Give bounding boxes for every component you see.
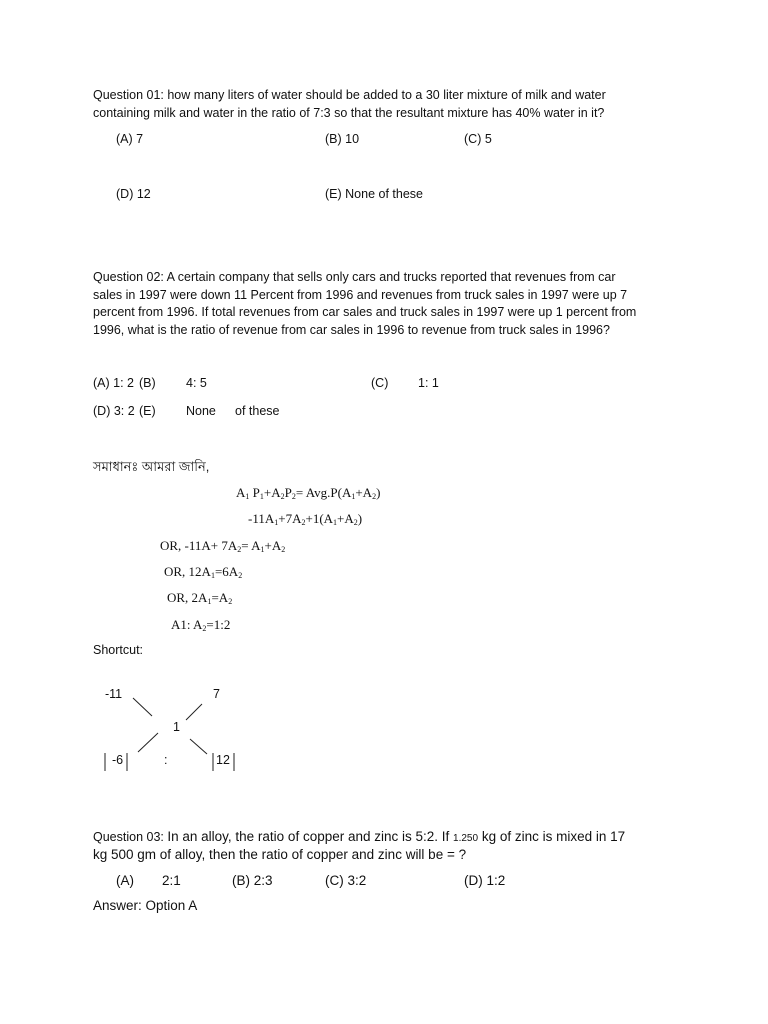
q2-text-line3: percent from 1996. If total revenues from car sales and truck sales in 1997 were up 1 percent from: [93, 305, 637, 319]
shortcut-colon: :: [164, 753, 168, 767]
solution-line-1: $A_1$ $P_1+A_2P_2= Avg.P(A_1+A_2)$: [236, 485, 381, 501]
q3-option-b: (B) 2:3: [232, 873, 273, 888]
q2-option-b-value: 4: 5: [186, 376, 207, 390]
q2-option-a: (A) 1: 2: [93, 376, 134, 390]
q2-option-d: (D) 3: 2: [93, 404, 135, 418]
q2-text-line1: Question 02: A certain company that sells only cars and trucks reported that revenues from car: [93, 270, 616, 284]
q3-option-a-label: (A): [116, 873, 134, 888]
q3-option-a-value: 2:1: [162, 873, 181, 888]
solution-line-3: OR, $-11A+ 7A_2= A_1+A_2$: [160, 538, 286, 554]
shortcut-bottom-right: 12: [216, 753, 230, 767]
q2-text-line2: sales in 1997 were down 11 Percent from 1996 and revenues from truck sales in 1997 were up 7: [93, 288, 628, 302]
q3-option-c: (C) 3:2: [325, 873, 367, 888]
solution-line-4: OR, $12A_1=6A_2$: [164, 564, 243, 580]
solution-heading: সমাধানঃ আমরা জানি,: [93, 459, 210, 474]
q2-option-c-label: (C): [371, 376, 389, 390]
shortcut-center: 1: [173, 720, 180, 734]
q1-text-line2: containing milk and water in the ratio of 7:3 so that the resultant mixture has 40% water in it?: [93, 106, 605, 120]
solution-line-5: OR, $2A_1=A_2$: [167, 590, 233, 606]
q1-option-b: (B) 10: [325, 132, 360, 146]
q3-answer: Answer: Option A: [93, 898, 198, 913]
q3-text-line1: Question 03: In an alloy, the ratio of copper and zinc is 5:2. If 1.250 kg of zinc is mixed in 17: [93, 829, 626, 844]
shortcut-bottom-left: -6: [112, 753, 124, 767]
q2-option-e-value2: of these: [235, 404, 280, 418]
q1-option-a: (A) 7: [116, 132, 144, 146]
q3-text-line2: kg 500 gm of alloy, then the ratio of copper and zinc will be = ?: [93, 847, 467, 862]
solution-line-2: $-11A_1+7A_2+1(A_1+A_2)$: [248, 511, 363, 527]
solution-line-6: A1: $A_2=1:2$: [171, 617, 231, 633]
q1-text-line1: Question 01: how many liters of water should be added to a 30 liter mixture of milk and water: [93, 88, 606, 102]
q3-option-d: (D) 1:2: [464, 873, 506, 888]
q2-option-b-label: (B): [139, 376, 156, 390]
q1-option-d: (D) 12: [116, 187, 151, 201]
q1-option-e: (E) None of these: [325, 187, 423, 201]
q1-option-c: (C) 5: [464, 132, 492, 146]
q2-option-c-value: 1: 1: [418, 376, 439, 390]
q2-option-e-label: (E): [139, 404, 156, 418]
shortcut-top-left: -11: [105, 687, 123, 701]
q2-text-line4: 1996, what is the ratio of revenue from car sales in 1996 to revenue from truck sales in 1996?: [93, 323, 610, 337]
shortcut-label: Shortcut:: [93, 643, 144, 657]
shortcut-top-right: 7: [213, 687, 220, 701]
q2-option-e-value1: None: [186, 404, 216, 418]
